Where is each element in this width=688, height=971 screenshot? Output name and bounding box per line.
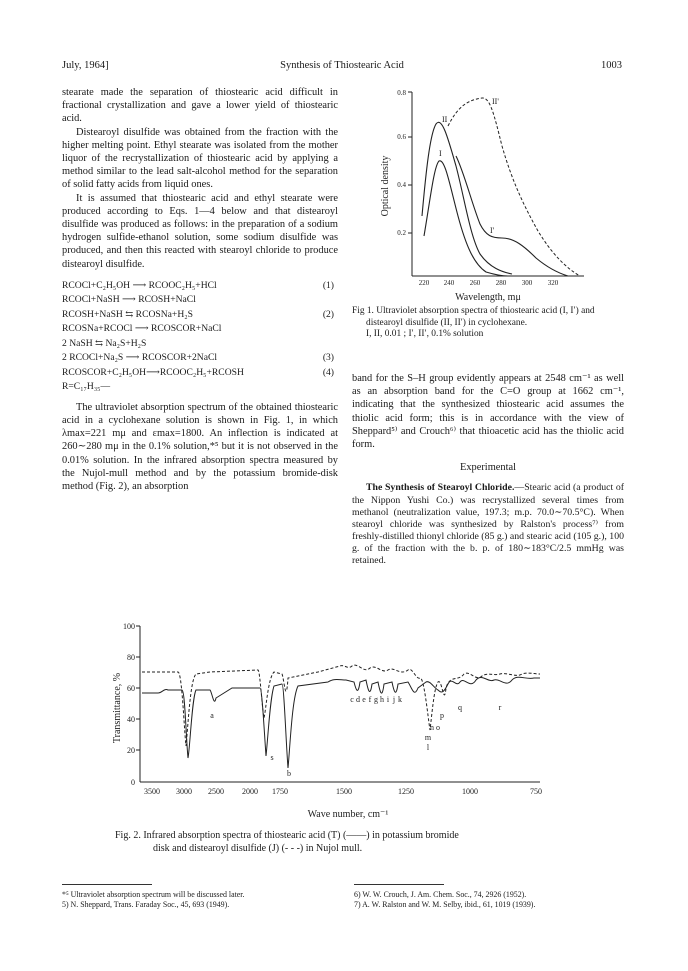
footnote: 5) N. Sheppard, Trans. Faraday Soc., 45, 693 (1949). (62, 900, 230, 910)
curve-II (422, 122, 512, 274)
figure-1-uv-spectra (352, 86, 624, 308)
x-tick-label: 2500 (208, 787, 224, 796)
equation (62, 322, 338, 337)
curve-I-prime (456, 156, 568, 276)
x-tick-label: 1250 (398, 787, 414, 796)
right-column (352, 372, 624, 567)
caption-line: disk and distearoyl disulfide (J) (- - -) in Nujol mull. (153, 842, 363, 854)
y-tick-label: 40 (127, 715, 135, 724)
x-axis-label: Wave number, cm⁻¹ (307, 809, 389, 820)
paragraph: It is assumed that thiostearic acid and ethyl stearate were produced according to Eqs. 1—4 below and that distearoyl disulfide was produced as follows: in the preparation of a sodium hydrogen sulfide-ethanol solution, some sodium disulfide was produced, and then this reacted with stearoyl chloride to produce distearoyl disulfide. (62, 192, 338, 270)
peak-label: d (356, 695, 360, 704)
footnote: *⁵ Ultraviolet absorption spectrum will be discussed later. (62, 890, 245, 899)
y-tick-label: 100 (123, 622, 135, 631)
figure-2-ir-spectra (108, 618, 588, 828)
label-II-prime: II' (492, 97, 499, 106)
peak-label: h (380, 695, 384, 704)
paragraph: stearate made the separation of thiostearic acid difficult in fractional crystallization and gave a lower yield of thiostearic acid. (62, 87, 338, 125)
peak-label: n (430, 723, 434, 732)
subsection-text: —Stearic acid (a product of the Nippon Yushi Co.) was recrystallized several times from methanol (neutralization value, 197.3; m.p. 70.0∼70.5°C). When stearoyl chloride was synthesized by Ralston's process⁷⁾ from freshly-distilled thionyl chloride (85 g.) and stearic acid (105 g.), 100 g. of the fraction with the b. p. of 180∼183°C/2.5 mmHg was retained. (352, 482, 624, 566)
peak-label: k (398, 695, 402, 704)
page-number: 1003 (601, 60, 622, 71)
x-tick-label: 320 (547, 279, 559, 287)
equation-block (62, 279, 338, 395)
paragraph: The ultraviolet absorption spectrum of the obtained thiostearic acid in a cyclohexane solution is shown in Fig. 1, in which λmax=221 mμ and εmax=1800. An inflection is indicated at 260∼280 mμ in the 0.1% solution,*⁵ but it is not observed in the 0.01% solution. In the infrared absorption spectra measured by the Nujol-mull method and by the potassium bromide-disk method (Fig. 2), an absorption (62, 401, 338, 493)
label-I: I (439, 149, 442, 158)
label-I-prime: I' (490, 226, 495, 235)
peak-label: i (386, 695, 390, 704)
equation-text: RCOCl+NaSH ⟶ RCOSH+NaCl (62, 294, 196, 306)
peak-label: e (362, 695, 366, 704)
label-II: II (442, 115, 448, 124)
peak-label: f (368, 695, 372, 704)
equation-number: (3) (322, 352, 334, 364)
equation (62, 279, 338, 294)
footnotes-left (62, 890, 334, 911)
paragraph: Distearoyl disulfide was obtained from the fraction with the higher melting point. Ethyl stearate was isolated from the mother liquor of the recrystallization of thiostearic acid by applying a method similar to the lead salt-alcohol method for the separation of solid fatty acids from liquid ones. (62, 126, 338, 191)
issue-date: July, 1964] (62, 60, 109, 71)
subsection-title: The Synthesis of Stearoyl Chloride. (366, 482, 515, 494)
y-tick-label: 0.8 (397, 89, 406, 97)
y-tick-label: 60 (127, 684, 135, 693)
caption-line: I, II, 0.01 ; I′, II′, 0.1% solution (366, 329, 484, 340)
curve-I (424, 161, 508, 276)
equation (62, 380, 338, 395)
peak-label: s (270, 753, 274, 762)
equation-number: (4) (322, 366, 334, 378)
equation (62, 351, 338, 366)
y-axis-label: Transmittance, % (112, 672, 123, 744)
caption-line: Fig 1. Ultraviolet absorption spectra of thiostearic acid (I, I′) and distearoyl disulfide (II, II′) in cyclohexane. (352, 306, 595, 328)
peak-label: q (458, 703, 462, 712)
equation-text: RCOCl+C₂H₅OH ⟶ RCOOC₂H₅+HCl (62, 279, 217, 291)
equation-text: 2 NaSH ⇆ Na₂S+H₂S (62, 337, 147, 349)
equation (62, 366, 338, 381)
figure-1-axes (408, 92, 584, 276)
left-column (62, 86, 338, 493)
peak-label: g (374, 695, 378, 704)
section-heading: Experimental (460, 462, 516, 474)
equation (62, 293, 338, 308)
peak-label: m (424, 733, 432, 742)
equation-number: (1) (322, 279, 334, 291)
page-header (62, 60, 622, 74)
paragraph: band for the S–H group evidently appears at 2548 cm⁻¹ as well as an absorption band for the C=O group at 1662 cm⁻¹, indicating that the synthesized thiostearic acid assumes the thiolic acid form; this is in accordance with the view of Sheppard⁵⁾ and Crouch⁶⁾ that thioacetic acid has the thiolic acid form. (352, 373, 624, 451)
equation (62, 308, 338, 323)
peak-label: o (436, 723, 440, 732)
running-title: Synthesis of Thiostearic Acid (280, 60, 404, 71)
x-tick-label: 1750 (272, 787, 288, 796)
equation (62, 337, 338, 352)
y-tick-label: 0.4 (397, 181, 406, 189)
y-tick-label: 80 (127, 653, 135, 662)
y-tick-label: 20 (127, 746, 135, 755)
x-tick-label: 2000 (242, 787, 258, 796)
x-tick-label: 260 (469, 279, 481, 287)
x-tick-label: 3500 (144, 787, 160, 796)
x-tick-label: 240 (443, 279, 455, 287)
figure-2-axes (136, 626, 540, 782)
y-tick-label: 0.2 (397, 229, 406, 237)
x-tick-label: 220 (418, 279, 430, 287)
caption-line: Fig. 2. Infrared absorption spectra of thiostearic acid (T) (——) in potassium bromide (115, 830, 459, 841)
y-tick-label: 0 (131, 778, 135, 787)
equation-number: (2) (322, 308, 334, 320)
peak-label: c (350, 695, 354, 704)
equation-text: R=C₁₇H₃₅— (62, 381, 111, 393)
figure-1-caption (352, 306, 624, 341)
footnote: 6) W. W. Crouch, J. Am. Chem. Soc., 74, 2926 (1952). (354, 890, 527, 899)
peak-label: j (392, 695, 396, 704)
footnote: 7) A. W. Ralston and W. M. Selby, ibid., 61, 1019 (1939). (354, 900, 536, 910)
footnote-rule (354, 884, 444, 885)
x-tick-label: 1500 (336, 787, 352, 796)
x-axis-label: Wavelength, mμ (455, 292, 521, 303)
peak-label: a (210, 711, 214, 720)
peak-label: r (498, 703, 502, 712)
peak-label: p (440, 711, 444, 720)
peak-label: l (426, 743, 430, 752)
x-tick-label: 750 (530, 787, 542, 796)
y-tick-label: 0.6 (397, 133, 406, 141)
y-axis-label: Optical density (380, 155, 391, 217)
equation-text: RCOSH+NaSH ⇆ RCOSNa+H₂S (62, 308, 193, 320)
subsection-paragraph (352, 482, 624, 567)
x-tick-label: 1000 (462, 787, 478, 796)
x-tick-label: 300 (521, 279, 533, 287)
footnote-rule (62, 884, 152, 885)
footnotes-right (354, 890, 626, 911)
peak-label: b (287, 769, 291, 778)
equation-text: RCOSNa+RCOCl ⟶ RCOSCOR+NaCl (62, 323, 222, 335)
figure-2-caption (115, 830, 615, 856)
equation-text: 2 RCOCl+Na₂S ⟶ RCOSCOR+2NaCl (62, 352, 218, 364)
equation-text: RCOSCOR+C₂H₅OH⟶RCOOC₂H₅+RCOSH (62, 366, 244, 378)
spectrum-T-solid (142, 677, 540, 768)
x-tick-label: 3000 (176, 787, 192, 796)
x-tick-label: 280 (495, 279, 507, 287)
